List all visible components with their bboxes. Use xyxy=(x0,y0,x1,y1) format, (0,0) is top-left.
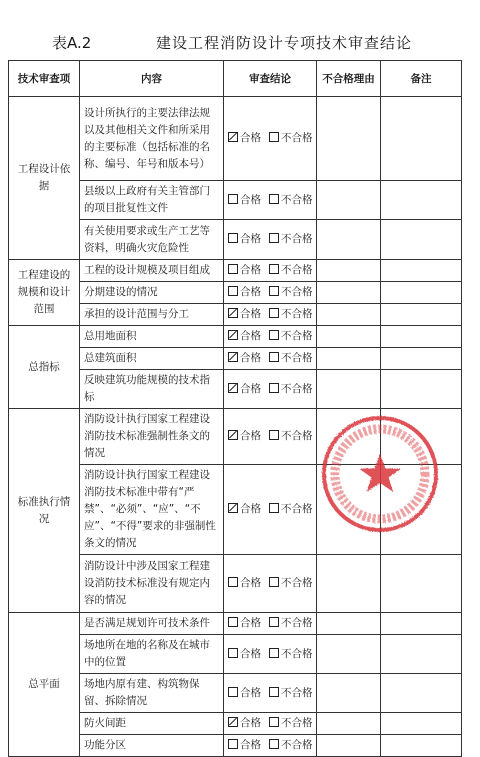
pass-label: 合格 xyxy=(240,382,261,395)
pass-option[interactable] xyxy=(228,501,261,518)
fail-label: 不合格 xyxy=(281,382,313,395)
remark-cell[interactable] xyxy=(381,304,462,326)
header-content: 内容 xyxy=(80,61,224,97)
fail-option[interactable] xyxy=(269,501,313,518)
pass-option[interactable] xyxy=(228,381,261,398)
pass-label: 合格 xyxy=(240,308,261,320)
conclusion-cell xyxy=(224,735,317,757)
content-cell: 功能分区 xyxy=(80,735,224,757)
fail-label: 不合格 xyxy=(281,308,313,320)
content-cell: 消防设计执行国家工程建设消防技术标准强制性条文的情况 xyxy=(80,409,224,465)
header-row xyxy=(9,61,462,97)
fail-label: 不合格 xyxy=(281,286,313,298)
reason-cell[interactable] xyxy=(317,409,381,465)
pass-label: 合格 xyxy=(240,286,261,298)
review-table xyxy=(8,60,462,757)
fail-option[interactable] xyxy=(269,328,313,345)
remark-cell[interactable] xyxy=(381,97,462,181)
unchecked-box-icon[interactable] xyxy=(269,132,279,142)
fail-label: 不合格 xyxy=(281,233,313,245)
fail-label: 不合格 xyxy=(281,264,313,276)
content-cell: 承担的设计范围与分工 xyxy=(80,304,224,326)
pass-label: 合格 xyxy=(240,577,261,589)
fail-option[interactable] xyxy=(269,130,313,147)
unchecked-box-icon[interactable] xyxy=(228,264,238,274)
fail-option[interactable] xyxy=(269,428,313,445)
content-cell: 消防设计执行国家工程建设消防技术标准中带有“严禁”、“必须”、“应”、“不应”、“不得”要求的非强制性条文的情况 xyxy=(80,465,224,555)
pass-label: 合格 xyxy=(240,739,261,751)
content-cell: 场地所在地的名称及在城市中的位置 xyxy=(80,635,224,674)
unchecked-box-icon[interactable] xyxy=(269,352,279,362)
fail-label: 不合格 xyxy=(281,503,313,515)
pass-option[interactable] xyxy=(228,262,261,279)
conclusion-cell xyxy=(224,348,317,370)
reason-cell[interactable] xyxy=(317,465,381,555)
conclusion-cell xyxy=(224,555,317,613)
content-cell: 场地内原有建、构筑物保留、拆除情况 xyxy=(80,674,224,713)
remark-cell[interactable] xyxy=(381,635,462,674)
pass-label: 合格 xyxy=(240,647,261,660)
unchecked-box-icon[interactable] xyxy=(228,233,238,243)
fail-option[interactable] xyxy=(269,306,313,323)
fail-label: 不合格 xyxy=(281,617,313,629)
pass-option[interactable] xyxy=(228,428,261,445)
checked-box-icon[interactable] xyxy=(228,503,238,513)
pass-option[interactable] xyxy=(228,284,261,301)
conclusion-cell xyxy=(224,326,317,348)
table-row xyxy=(9,613,462,635)
pass-option[interactable] xyxy=(228,685,261,702)
unchecked-box-icon[interactable] xyxy=(269,308,279,318)
remark-cell[interactable] xyxy=(381,181,462,220)
content-cell: 反映建筑功能规模的技术指标 xyxy=(80,370,224,409)
content-cell: 总用地面积 xyxy=(80,326,224,348)
table-title: 建设工程消防设计专项技术审查结论 xyxy=(156,34,413,52)
pass-label: 合格 xyxy=(240,617,261,629)
checked-box-icon[interactable] xyxy=(228,330,238,340)
unchecked-box-icon[interactable] xyxy=(269,430,279,440)
category-cell: 总平面 xyxy=(9,613,80,757)
fail-label: 不合格 xyxy=(281,430,313,442)
fail-label: 不合格 xyxy=(281,686,313,699)
table-number: 表A.2 xyxy=(52,34,92,52)
fail-label: 不合格 xyxy=(281,330,313,342)
unchecked-box-icon[interactable] xyxy=(269,383,279,393)
conclusion-cell xyxy=(224,220,317,260)
remark-cell[interactable] xyxy=(381,348,462,370)
unchecked-box-icon[interactable] xyxy=(269,717,279,727)
pass-option[interactable] xyxy=(228,328,261,345)
remark-cell[interactable] xyxy=(381,555,462,613)
unchecked-box-icon[interactable] xyxy=(228,739,238,749)
pass-option[interactable] xyxy=(228,350,261,367)
pass-option[interactable] xyxy=(228,615,261,632)
content-cell: 工程的设计规模及项目组成 xyxy=(80,260,224,282)
pass-label: 合格 xyxy=(240,233,261,245)
reason-cell[interactable] xyxy=(317,348,381,370)
reason-cell[interactable] xyxy=(317,370,381,409)
table-row xyxy=(9,260,462,282)
fail-label: 不合格 xyxy=(281,577,313,589)
remark-cell[interactable] xyxy=(381,220,462,260)
pass-label: 合格 xyxy=(240,686,261,699)
fail-option[interactable] xyxy=(269,575,313,592)
table-row xyxy=(9,409,462,465)
unchecked-box-icon[interactable] xyxy=(269,264,279,274)
header-reason: 不合格理由 xyxy=(317,61,381,97)
pass-option[interactable] xyxy=(228,575,261,592)
pass-label: 合格 xyxy=(240,264,261,276)
remark-cell[interactable] xyxy=(381,735,462,757)
pass-option[interactable] xyxy=(228,737,261,754)
content-cell: 县级以上政府有关主管部门的项目批复性文件 xyxy=(80,181,224,220)
unchecked-box-icon[interactable] xyxy=(228,687,238,697)
unchecked-box-icon[interactable] xyxy=(228,194,238,204)
fail-label: 不合格 xyxy=(281,739,313,751)
remark-cell[interactable] xyxy=(381,613,462,635)
unchecked-box-icon[interactable] xyxy=(228,648,238,658)
content-cell: 有关使用要求或生产工艺等资料，明确火灾危险性 xyxy=(80,220,224,260)
checked-box-icon[interactable] xyxy=(228,132,238,142)
reason-cell[interactable] xyxy=(317,613,381,635)
reason-cell[interactable] xyxy=(317,674,381,713)
pass-option[interactable] xyxy=(228,646,261,663)
conclusion-cell xyxy=(224,465,317,555)
remark-cell[interactable] xyxy=(381,282,462,304)
header-conclusion: 审查结论 xyxy=(224,61,317,97)
pass-label: 合格 xyxy=(240,193,261,206)
remark-cell[interactable] xyxy=(381,674,462,713)
conclusion-cell xyxy=(224,304,317,326)
remark-cell[interactable] xyxy=(381,409,462,465)
pass-option[interactable] xyxy=(228,715,261,732)
unchecked-box-icon[interactable] xyxy=(269,503,279,513)
checked-box-icon[interactable] xyxy=(228,383,238,393)
conclusion-cell xyxy=(224,713,317,735)
unchecked-box-icon[interactable] xyxy=(269,648,279,658)
table-row xyxy=(9,326,462,348)
checked-box-icon[interactable] xyxy=(228,717,238,727)
conclusion-cell xyxy=(224,282,317,304)
fail-option[interactable] xyxy=(269,737,313,754)
fail-label: 不合格 xyxy=(281,193,313,206)
header-category: 技术审查项 xyxy=(9,61,80,97)
content-cell: 防火间距 xyxy=(80,713,224,735)
table-row xyxy=(9,97,462,181)
pass-option[interactable] xyxy=(228,231,261,248)
conclusion-cell xyxy=(224,260,317,282)
category-cell: 工程设计依据 xyxy=(9,97,80,260)
fail-option[interactable] xyxy=(269,615,313,632)
unchecked-box-icon[interactable] xyxy=(269,233,279,243)
checked-box-icon[interactable] xyxy=(228,352,238,362)
pass-option[interactable] xyxy=(228,192,261,209)
fail-label: 不合格 xyxy=(281,352,313,364)
conclusion-cell xyxy=(224,613,317,635)
remark-cell[interactable] xyxy=(381,713,462,735)
conclusion-cell xyxy=(224,370,317,409)
fail-option[interactable] xyxy=(269,262,313,279)
remark-cell[interactable] xyxy=(381,326,462,348)
pass-label: 合格 xyxy=(240,503,261,515)
unchecked-box-icon[interactable] xyxy=(269,194,279,204)
fail-option[interactable] xyxy=(269,231,313,248)
category-cell: 总指标 xyxy=(9,326,80,409)
pass-label: 合格 xyxy=(240,430,261,442)
reason-cell[interactable] xyxy=(317,260,381,282)
reason-cell[interactable] xyxy=(317,97,381,181)
fail-option[interactable] xyxy=(269,350,313,367)
reason-cell[interactable] xyxy=(317,181,381,220)
pass-option[interactable] xyxy=(228,306,261,323)
reason-cell[interactable] xyxy=(317,635,381,674)
unchecked-box-icon[interactable] xyxy=(269,739,279,749)
fail-option[interactable] xyxy=(269,381,313,398)
fail-label: 不合格 xyxy=(281,647,313,660)
conclusion-cell xyxy=(224,409,317,465)
pass-option[interactable] xyxy=(228,130,261,147)
unchecked-box-icon[interactable] xyxy=(228,577,238,587)
remark-cell[interactable] xyxy=(381,465,462,555)
table-body xyxy=(9,97,462,757)
remark-cell[interactable] xyxy=(381,370,462,409)
fail-label: 不合格 xyxy=(281,717,313,729)
conclusion-cell xyxy=(224,674,317,713)
unchecked-box-icon[interactable] xyxy=(269,577,279,587)
pass-label: 合格 xyxy=(240,330,261,342)
fail-option[interactable] xyxy=(269,685,313,702)
unchecked-box-icon[interactable] xyxy=(269,286,279,296)
fail-option[interactable] xyxy=(269,284,313,301)
category-cell: 工程建设的规模和设计范围 xyxy=(9,260,80,326)
unchecked-box-icon[interactable] xyxy=(228,617,238,627)
conclusion-cell xyxy=(224,181,317,220)
fail-option[interactable] xyxy=(269,192,313,209)
content-cell: 是否满足规划许可技术条件 xyxy=(80,613,224,635)
pass-label: 合格 xyxy=(240,717,261,729)
pass-label: 合格 xyxy=(240,352,261,364)
reason-cell[interactable] xyxy=(317,735,381,757)
unchecked-box-icon[interactable] xyxy=(269,330,279,340)
fail-option[interactable] xyxy=(269,646,313,663)
pass-label: 合格 xyxy=(240,132,261,144)
content-cell: 分期建设的情况 xyxy=(80,282,224,304)
unchecked-box-icon[interactable] xyxy=(269,617,279,627)
page-title xyxy=(0,32,480,56)
content-cell: 设计所执行的主要法律法规以及其他相关文件和所采用的主要标准（包括标准的名称、编号、年号和版本号） xyxy=(80,97,224,181)
reason-cell[interactable] xyxy=(317,326,381,348)
remark-cell[interactable] xyxy=(381,260,462,282)
header-remark: 备注 xyxy=(381,61,462,97)
fail-option[interactable] xyxy=(269,715,313,732)
conclusion-cell xyxy=(224,97,317,181)
reason-cell[interactable] xyxy=(317,555,381,613)
reason-cell[interactable] xyxy=(317,304,381,326)
category-cell: 标准执行情况 xyxy=(9,409,80,613)
checked-box-icon[interactable] xyxy=(228,430,238,440)
fail-label: 不合格 xyxy=(281,132,313,144)
reason-cell[interactable] xyxy=(317,220,381,260)
content-cell: 消防设计中涉及国家工程建设消防技术标准没有规定内容的情况 xyxy=(80,555,224,613)
content-cell: 总建筑面积 xyxy=(80,348,224,370)
unchecked-box-icon[interactable] xyxy=(228,286,238,296)
unchecked-box-icon[interactable] xyxy=(269,687,279,697)
reason-cell[interactable] xyxy=(317,713,381,735)
conclusion-cell xyxy=(224,635,317,674)
checked-box-icon[interactable] xyxy=(228,308,238,318)
reason-cell[interactable] xyxy=(317,282,381,304)
